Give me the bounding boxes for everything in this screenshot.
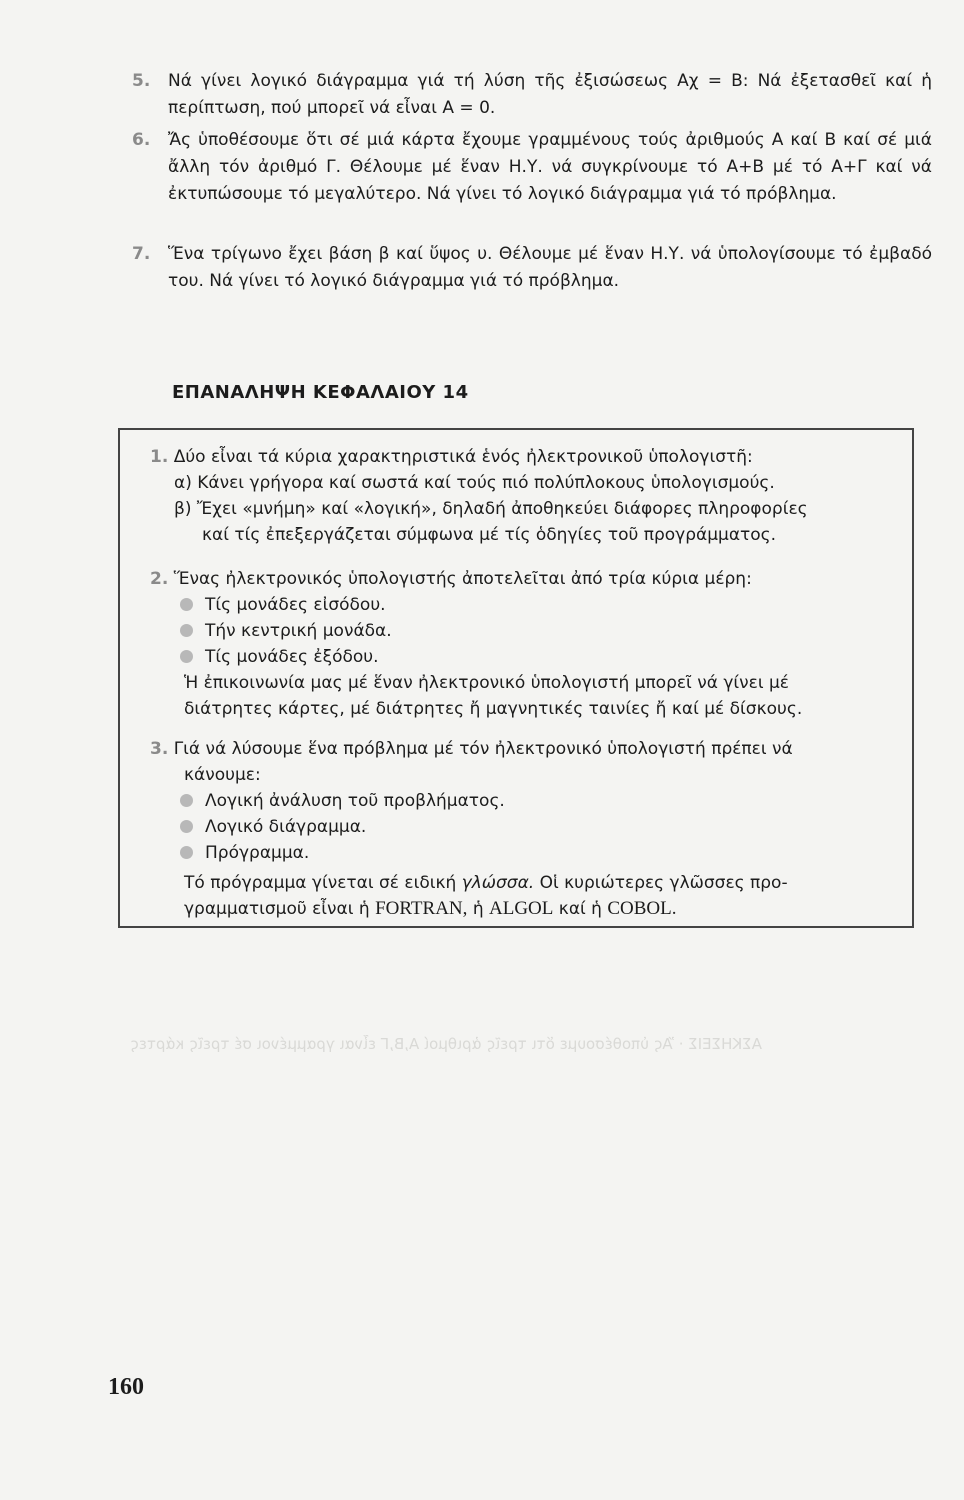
bullet-item: Λογική ἀνάλυση τοῦ προβλήματος. xyxy=(180,788,890,814)
item-number: 2. xyxy=(150,569,169,589)
bullet-item: Λογικό διάγραμμα. xyxy=(180,814,890,840)
bullet-item: Τίς μονάδες εἰσόδου. xyxy=(180,592,890,618)
item-note-cont: διάτρητες κάρτες, μέ διάτρητες ἤ μαγνητικές ταινίες ἤ καί μέ δίσκους. xyxy=(184,699,803,719)
language-name: COBOL. xyxy=(607,898,677,919)
item-point-b-cont: καί τίς ἐπεξεργάζεται σύμφωνα μέ τίς ὁδηγίες τοῦ προγράμματος. xyxy=(202,525,777,545)
show-through-text: ΑΣΚΗΣΕΙΣ · Ἄς ὑποθέσουμε ὅτι τρεῖς ἀριθμοί Α,Β,Γ εἶναι γραμμένοι σέ τρεῖς κάρτες xyxy=(130,1035,762,1053)
item-point-a: α) Κάνει γρήγορα καί σωστά καί τούς πιό πολύπλοκους ὑπολογισμούς. xyxy=(174,473,775,493)
exercise-number: 6. xyxy=(132,130,151,150)
exercise-5 xyxy=(132,68,932,122)
item-final: Τό πρόγραμμα γίνεται σέ ειδική γλώσσα. Οἱ κυριώτερες γλῶσσες προ- xyxy=(184,873,788,893)
item-note: Ἡ ἐπικοινωνία μας μέ ἕναν ἠλεκτρονικό ὑπολογιστή μπορεῖ νά γίνει μέ xyxy=(184,673,789,693)
section-title: ΕΠΑΝΑΛΗΨΗ ΚΕΦΑΛΑΙΟΥ 14 xyxy=(172,382,469,403)
item-number: 3. xyxy=(150,739,169,759)
bullet-icon xyxy=(180,820,193,833)
item-intro: Ἕνας ἠλεκτρονικός ὑπολογιστής ἀποτελεῖται ἀπό τρία κύρια μέρη: xyxy=(173,569,752,589)
exercise-number: 5. xyxy=(132,71,151,91)
bullet-icon xyxy=(180,624,193,637)
bullet-item: Τίς μονάδες ἐξόδου. xyxy=(180,644,890,670)
bullet-icon xyxy=(180,846,193,859)
bullet-item: Τήν κεντρική μονάδα. xyxy=(180,618,890,644)
summary-item-1 xyxy=(150,444,890,548)
exercise-number: 7. xyxy=(132,244,151,264)
language-name: FORTRAN, xyxy=(375,898,468,919)
item-number: 1. xyxy=(150,447,169,467)
language-name: ALGOL xyxy=(489,898,554,919)
exercise-text: Ἕνα τρίγωνο ἔχει βάση β καί ὕψος υ. Θέλουμε μέ ἕναν Η.Υ. νά ὑπολογίσουμε τό ἐμβαδό του. Νά γίνει τό λογικό διάγραμμα γιά τό πρόβλημα. xyxy=(168,244,932,291)
exercise-text: Ἄς ὑποθέσουμε ὅτι σέ μιά κάρτα ἔχουμε γραμμένους τούς ἀριθμούς Α καί Β καί σέ μιά ἄλλη τόν ἀριθμό Γ. Θέλουμε μέ ἕναν Η.Υ. νά συγκρίνουμε τό Α+Β μέ τό Α+Γ καί νά ἐκτυπώσουμε τό μεγαλύτερο. Νά γίνει τό λογικό διάγραμμα γιά τό πρόβλημα. xyxy=(168,130,932,204)
exercise-text: Νά γίνει λογικό διάγραμμα γιά τή λύση τῆς ἐξισώσεως Αχ = Β: Νά ἐξετασθεῖ καί ἡ περίπτωση, πού μπορεῖ νά εἶναι Α = 0. xyxy=(168,71,932,118)
item-final-cont: γραμματισμοῦ εἶναι ἡ FORTRAN, ἡ ALGOL καί ἡ COBOL. xyxy=(184,898,677,919)
bullet-icon xyxy=(180,598,193,611)
bullet-icon xyxy=(180,650,193,663)
item-intro: Δύο εἶναι τά κύρια χαρακτηριστικά ἑνός ἠλεκτρονικοῦ ὑπολογιστῆ: xyxy=(173,447,753,467)
exercise-6 xyxy=(132,127,932,208)
bullet-icon xyxy=(180,794,193,807)
summary-item-3 xyxy=(150,736,890,922)
item-intro: Γιά νά λύσουμε ἕνα πρόβλημα μέ τόν ἠλεκτρονικό ὑπολογιστή πρέπει νά xyxy=(173,739,793,759)
bullet-item: Πρόγραμμα. xyxy=(180,840,890,866)
item-point-b: β) Ἔχει «μνήμη» καί «λογική», δηλαδή ἀποθηκεύει διάφορες πληροφορίες xyxy=(174,499,808,519)
item-intro-cont: κάνουμε: xyxy=(184,765,261,785)
page-number: 160 xyxy=(108,1374,144,1400)
exercise-7 xyxy=(132,241,932,295)
summary-item-2 xyxy=(150,566,890,722)
